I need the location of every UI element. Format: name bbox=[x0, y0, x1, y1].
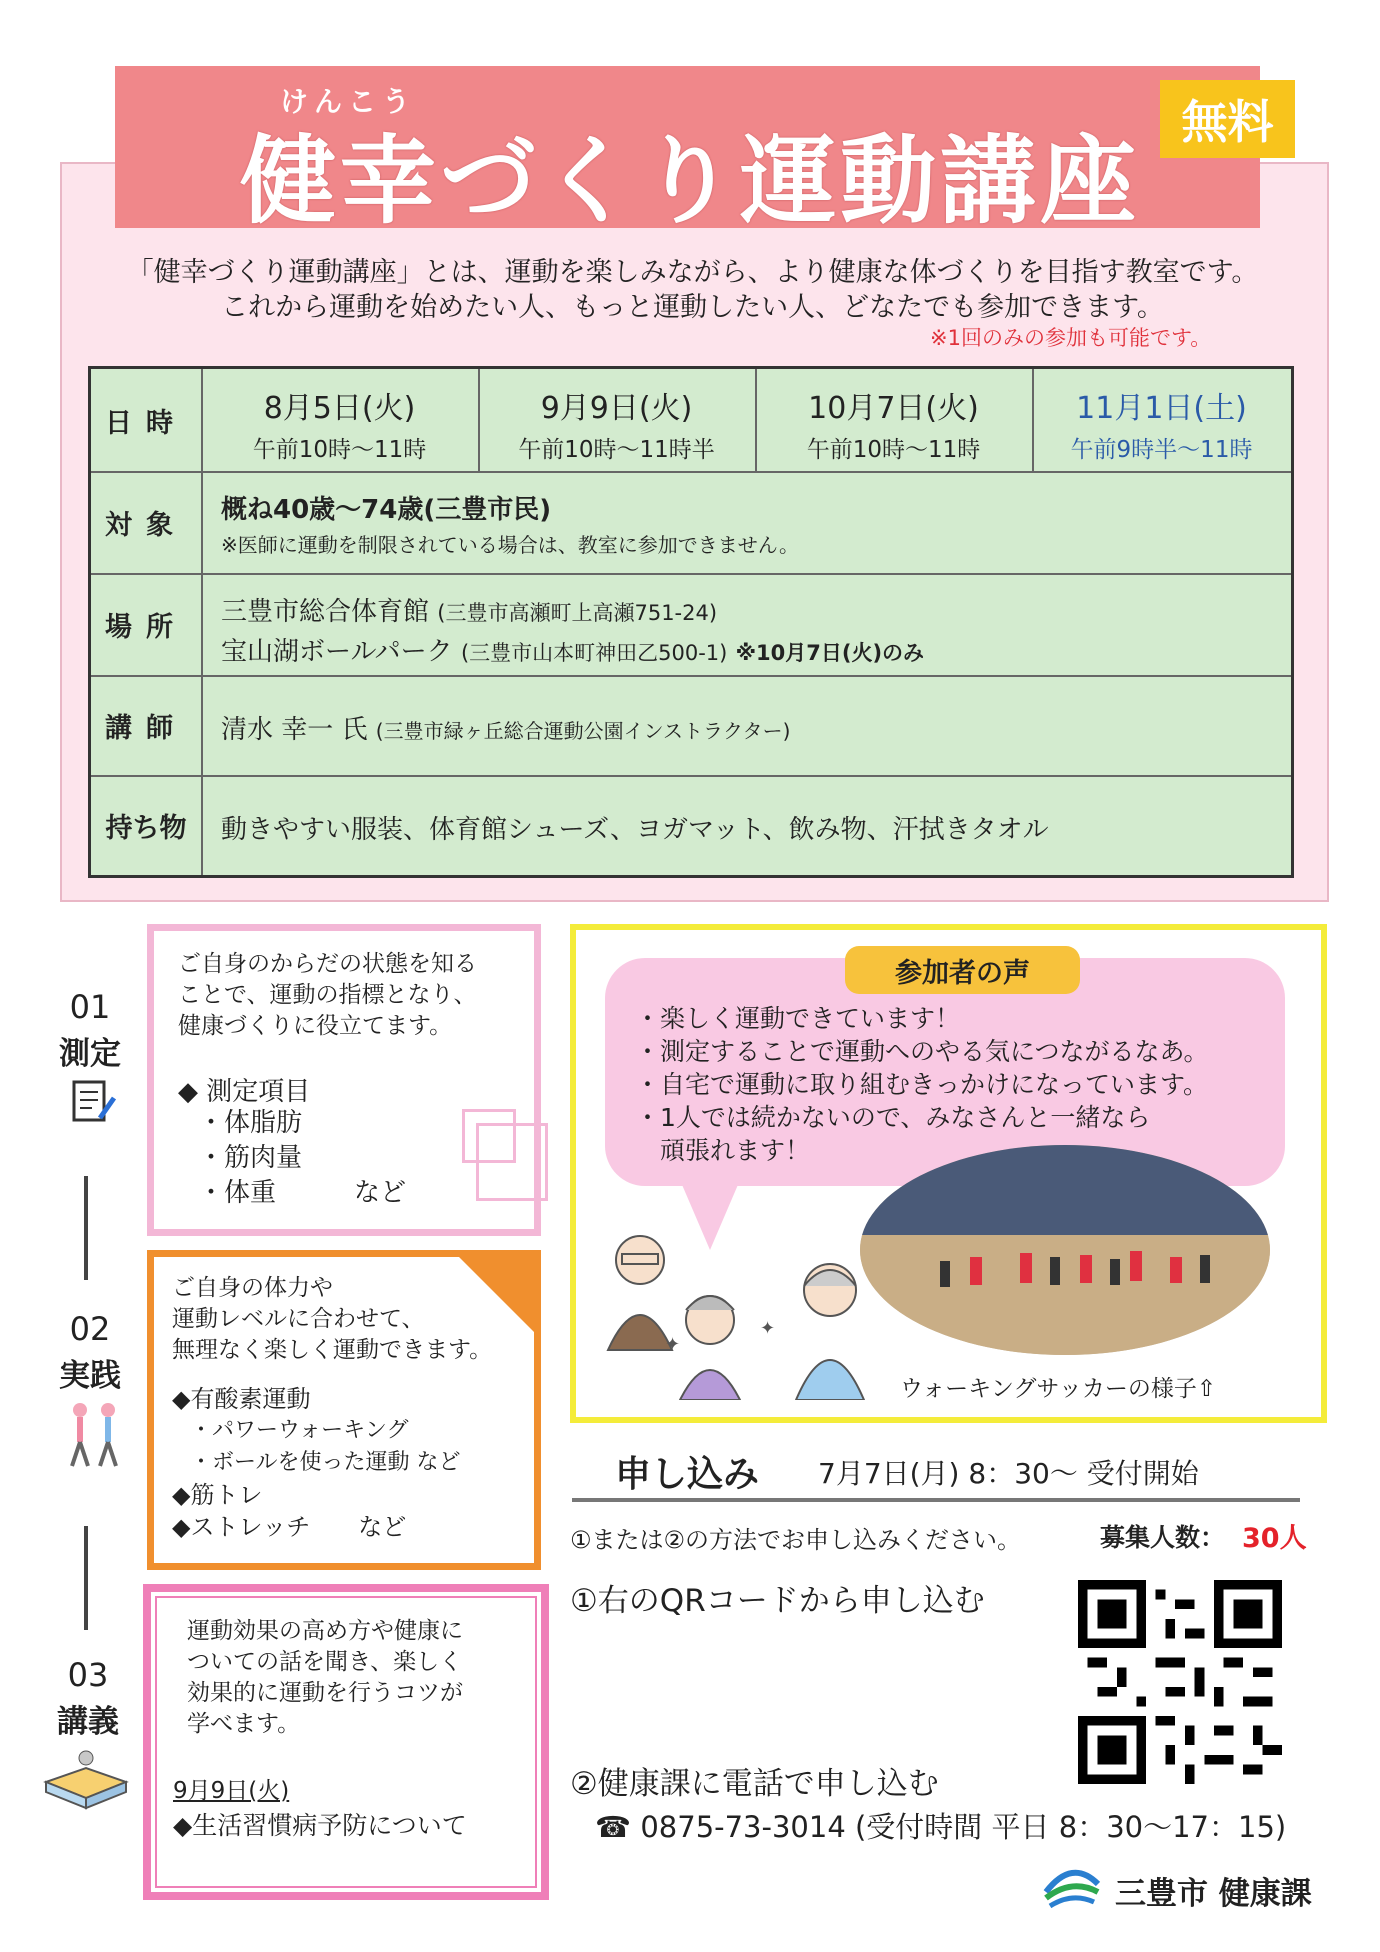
label-target: 対象 bbox=[91, 471, 203, 573]
date-4: 11月1日(土) bbox=[1076, 391, 1247, 426]
city-logo-icon bbox=[1042, 1862, 1102, 1914]
date-3: 10月7日(火) bbox=[808, 391, 979, 426]
voice-item: ・測定することで運動へのやる気につながるなあ。 bbox=[635, 1037, 1209, 1066]
place-2-name: 宝山湖ボールパーク bbox=[221, 637, 453, 667]
page-title: 健幸づくり運動講座 bbox=[240, 125, 1140, 237]
list-item: ・パワーウォーキング bbox=[190, 1418, 409, 1443]
list-item: ・体脂肪 bbox=[198, 1108, 303, 1138]
footer-org: 三豊市 健康課 bbox=[1115, 1876, 1312, 1912]
step-divider bbox=[84, 1526, 88, 1630]
tel-method: ②健康課に電話で申し込む bbox=[570, 1766, 939, 1802]
svg-text:✦: ✦ bbox=[760, 1318, 776, 1339]
place-1-name: 三豊市総合体育館 bbox=[221, 597, 430, 627]
row-items bbox=[91, 775, 1291, 875]
info-table bbox=[88, 366, 1294, 878]
step-1-box bbox=[147, 924, 541, 1236]
list-item: ・ボールを使った運動 など bbox=[190, 1450, 461, 1475]
list-item: ◆有酸素運動 bbox=[172, 1385, 311, 1413]
photo-caption: ウォーキングサッカーの様子⇧ bbox=[900, 1376, 1217, 1402]
memo-icon bbox=[70, 1078, 118, 1130]
time-3: 午前10時～11時 bbox=[806, 437, 981, 463]
lecture-topic: ◆生活習慣病予防について bbox=[173, 1811, 467, 1840]
date-cell-2 bbox=[478, 369, 757, 471]
time-2: 午前10時～11時半 bbox=[518, 437, 715, 463]
place-2-addr: (三豊市山本町神田乙500-1) bbox=[460, 641, 728, 665]
row-place bbox=[91, 573, 1291, 677]
list-item: ・体重 など bbox=[198, 1178, 407, 1208]
capacity-number: 30人 bbox=[1242, 1523, 1307, 1554]
place-1-addr: (三豊市高瀬町上高瀬751-24) bbox=[437, 601, 718, 625]
step-3-num: 03 bbox=[67, 1656, 109, 1694]
voice-item: ・楽しく運動できています！ bbox=[635, 1004, 961, 1033]
date-2: 9月9日(火) bbox=[540, 391, 693, 426]
text-line: ご自身のからだの状態を知る bbox=[178, 951, 477, 977]
step-2-label: 実践 bbox=[59, 1358, 121, 1394]
step-1-text bbox=[178, 949, 477, 1042]
time-1: 午前10時～11時 bbox=[252, 437, 427, 463]
step-divider bbox=[84, 1176, 88, 1280]
text-line: 無理なく楽しく運動できます。 bbox=[172, 1337, 493, 1363]
place-2 bbox=[221, 631, 924, 668]
step-2-num: 02 bbox=[69, 1310, 111, 1348]
label-datetime: 日時 bbox=[91, 369, 203, 471]
apply-title: 申し込み bbox=[615, 1454, 760, 1495]
voice-item: 頑張れます！ bbox=[635, 1136, 811, 1165]
date-1: 8月5日(火) bbox=[263, 391, 416, 426]
label-place: 場所 bbox=[91, 573, 203, 675]
title-ruby: けんこう bbox=[280, 85, 417, 118]
intro-line-1: 「健幸づくり運動講座」とは、運動を楽しみながら、より健康な体づくりを目指す教室です。 bbox=[126, 257, 1259, 288]
participants-illustration bbox=[600, 1210, 880, 1404]
label-items: 持ち物 bbox=[91, 775, 203, 875]
teacher bbox=[221, 709, 790, 746]
intro-note: ※1回のみの参加も可能です。 bbox=[930, 326, 1212, 350]
items-value: 動きやすい服装、体育館シューズ、ヨガマット、飲み物、汗拭きタオル bbox=[221, 815, 1049, 845]
target-note: ※医師に運動を制限されている場合は、教室に参加できません。 bbox=[221, 533, 799, 557]
qr-method: ①右のQRコードから申し込む bbox=[570, 1583, 985, 1619]
step-2-items bbox=[172, 1383, 461, 1543]
lecture-date: 9月9日(火) bbox=[173, 1778, 290, 1804]
apply-start: 7月7日(月) 8：30～ 受付開始 bbox=[818, 1457, 1199, 1490]
row-datetime bbox=[91, 369, 1291, 473]
step-1-head: ◆ 測定項目 bbox=[178, 1077, 311, 1107]
step-3-box bbox=[143, 1584, 549, 1900]
voice-title: 参加者の声 bbox=[845, 946, 1080, 994]
text-line: ことで、運動の指標となり、 bbox=[178, 982, 477, 1008]
label-teacher: 講師 bbox=[91, 675, 203, 775]
teacher-role: (三豊市緑ヶ丘総合運動公園インストラクター) bbox=[375, 719, 791, 743]
list-item: ◆筋トレ bbox=[172, 1481, 263, 1509]
exercise-icon bbox=[62, 1400, 128, 1474]
qr-code[interactable] bbox=[1078, 1580, 1282, 1784]
text-line: 健康づくりに役立てます。 bbox=[178, 1013, 453, 1039]
capacity-label: 募集人数： bbox=[1100, 1523, 1226, 1552]
time-4: 午前9時半～11時 bbox=[1070, 437, 1253, 463]
step-3-text bbox=[187, 1616, 463, 1740]
list-item: ・筋肉量 bbox=[198, 1143, 303, 1173]
place-1 bbox=[221, 591, 717, 628]
text-line: ご自身の体力や bbox=[172, 1275, 333, 1301]
step-2-text bbox=[172, 1273, 492, 1366]
intro-line-2: これから運動を始めたい人、もっと運動したい人、どなたでも参加できます。 bbox=[221, 292, 1164, 323]
voice-list bbox=[635, 1002, 1209, 1167]
text-line: ついての話を聞き、楽しく bbox=[187, 1649, 463, 1675]
teacher-name: 清水 幸一 氏 bbox=[221, 715, 368, 745]
step-1-items bbox=[198, 1106, 406, 1211]
text-line: 運動効果の高め方や健康に bbox=[187, 1618, 463, 1644]
walking-soccer-photo bbox=[860, 1145, 1270, 1355]
step-2-box bbox=[147, 1250, 541, 1570]
text-line: 学べます。 bbox=[187, 1711, 301, 1737]
date-cell-4 bbox=[1032, 369, 1291, 471]
voice-item: ・1人では続かないので、みなさんと一緒なら bbox=[635, 1103, 1151, 1132]
text-line: 運動レベルに合わせて、 bbox=[172, 1306, 425, 1332]
step-1-num: 01 bbox=[69, 988, 111, 1026]
row-teacher bbox=[91, 675, 1291, 777]
list-item: ◆ストレッチ など bbox=[172, 1513, 407, 1541]
date-cell-3 bbox=[755, 369, 1034, 471]
text-line: 効果的に運動を行うコツが bbox=[187, 1680, 463, 1706]
svg-text:✦: ✦ bbox=[665, 1334, 681, 1355]
free-badge: 無料 bbox=[1160, 80, 1295, 158]
row-target bbox=[91, 471, 1291, 575]
tel-number[interactable]: ☎ 0875-73-3014 (受付時間 平日 8：30～17：15) bbox=[595, 1810, 1287, 1844]
decor-square bbox=[476, 1123, 548, 1201]
apply-note: ①または②の方法でお申し込みください。 bbox=[570, 1526, 1022, 1554]
step-3-label: 講義 bbox=[57, 1704, 119, 1740]
step-1-label: 測定 bbox=[59, 1036, 121, 1072]
apply-divider bbox=[572, 1498, 1300, 1502]
target-main: 概ね40歳～74歳(三豊市民) bbox=[221, 495, 552, 525]
lecture-icon bbox=[40, 1748, 132, 1816]
voice-item: ・自宅で運動に取り組むきっかけになっています。 bbox=[635, 1070, 1209, 1099]
place-2-note: ※10月7日(火)のみ bbox=[735, 641, 925, 665]
date-cell-1 bbox=[201, 369, 480, 471]
